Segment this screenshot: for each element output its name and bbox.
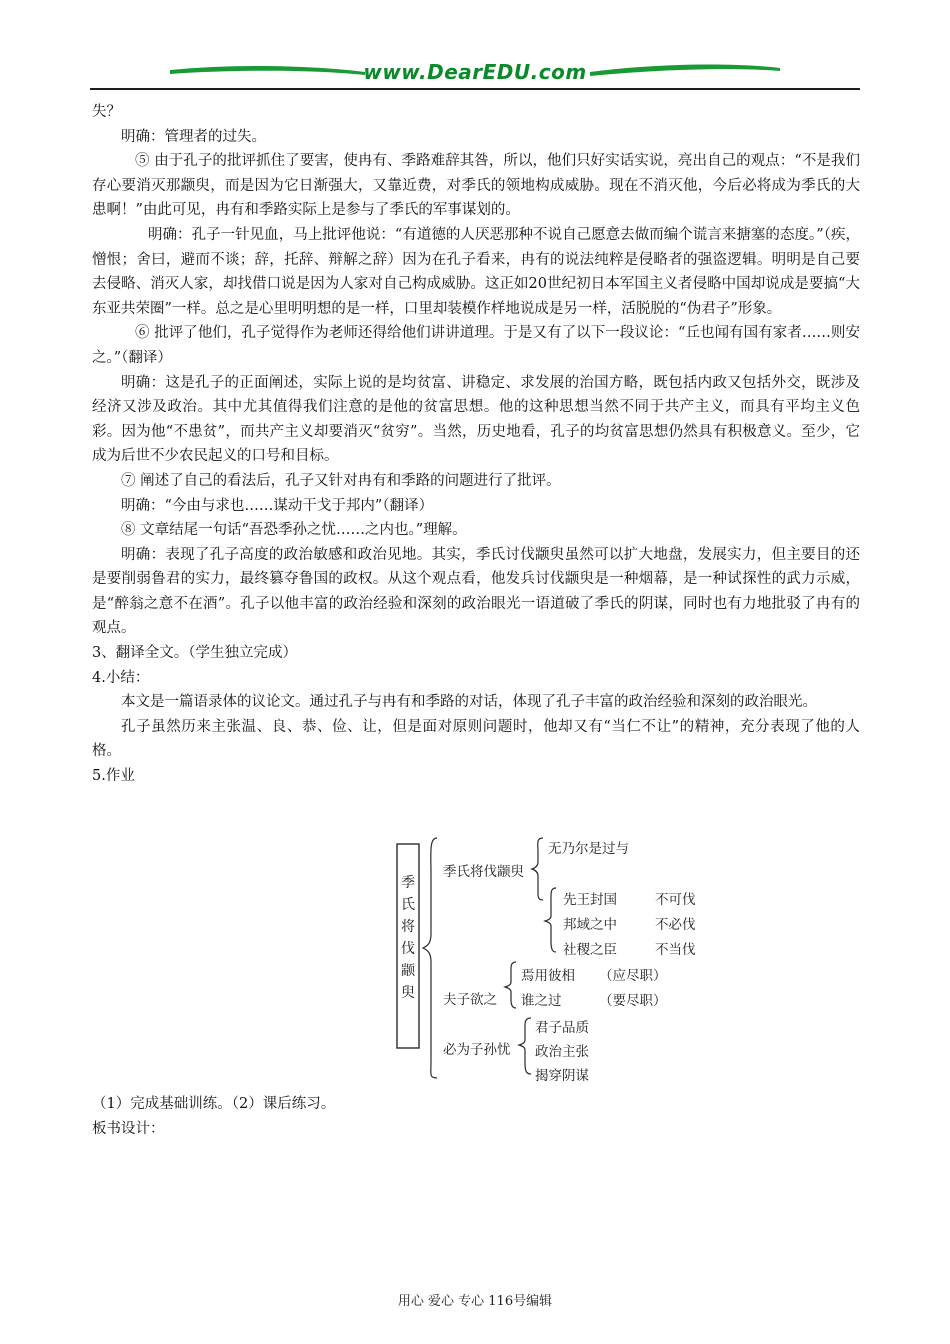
paragraph: 明确：表现了孔子高度的政治敏感和政治见地。其实，季氏讨伐颛臾虽然可以扩大地盘，发展实力，但主要目的还是要削弱鲁君的实力，最终篡夺鲁国的政权。从这个观点看，他发兵讨伐颛臾是一种烟幕，是一种试探性的武力示威，是“醉翁之意不在酒”。孔子以他丰富的政治经验和深刻的政治眼光一语道破了季氏的阴谋，同时也有力地批驳了冉有的观点。 (92, 546, 860, 637)
paragraph: ⑤ 由于孔子的批评抓住了要害，使冉有、季路难辞其咎，所以，他们只好实话实说，亮出自己的观点：“不是我们存心要消灭那颛臾，而是因为它日渐强大，又靠近费，对季氏的领地构成威胁。现在不消灭他，今后必将成为季氏的大患啊！”由此可见，冉有和季路实际上是参与了季氏的军事谋划的。 (92, 153, 860, 219)
diagram-node: 不当伐 (655, 942, 696, 958)
diagram-node: 君子品质 (535, 1020, 589, 1036)
diagram-node: 政治主张 (535, 1044, 589, 1060)
paragraph: （1）完成基础训练。（2）课后练习。 (92, 1096, 336, 1112)
diagram-node: 不可伐 (655, 892, 696, 908)
article-body (92, 100, 860, 789)
after-diagram-text (92, 1092, 860, 1141)
section-heading: 4.小结： (92, 669, 150, 686)
section-heading: 5.作业 (92, 768, 135, 785)
header-rule (90, 88, 860, 90)
paragraph: 明确：“今由与求也……谋动干戈于邦内”（翻译） (121, 497, 434, 514)
site-logo-text[interactable]: www.DearEDU.com (363, 60, 587, 84)
paragraph: 失？ (92, 104, 121, 120)
diagram-node: （应尽职） (599, 968, 667, 984)
diagram-node: 揭穿阴谋 (535, 1068, 589, 1084)
section-heading: 3、翻译全文。（学生独立完成） (92, 645, 297, 662)
diagram-node: 无乃尔是过与 (548, 841, 629, 857)
diagram-branch-label: 季氏将伐颛臾 (443, 864, 524, 880)
paragraph: 明确：孔子一针见血，马上批评他说：“有道德的人厌恶那种不说自己愿意去做而编个谎言来搪塞的态度。”（疾，憎恨；舍曰，避而不谈；辞，托辞、辩解之辞）因为在孔子看来，冉有的说法纯粹是侵略者的强盗逻辑。明明是自己要去侵略、消灭人家，却找借口说是因为人家对自己构成威胁。这正如20世纪初日本军国主义者侵略中国却说成是要搞“大东亚共荣圈”一样。总之是心里明明想的是一样，口里却装模作样地说成是另一样，活脱脱的“伪君子”形象。 (92, 226, 860, 317)
diagram-node: 不必伐 (655, 917, 696, 933)
diagram-node: 焉用彼相 (521, 968, 575, 984)
paragraph: 明确：管理者的过失。 (121, 128, 266, 145)
paragraph: 明确：这是孔子的正面阐述，实际上说的是均贫富、讲稳定、求发展的治国方略，既包括内政又包括外交，既涉及经济又涉及政治。其中尤其值得我们注意的是他的贫富思想。他的这种思想当然不同于共产主义，而具有平均主义色彩。因为他“不患贫”，而共产主义却要消灭“贫穷”。当然，历史地看，孔子的均贫富思想仍然具有积极意义。至少，它成为后世不少农民起义的口号和目标。 (92, 374, 860, 465)
diagram-branch-label: 必为子孙忧 (443, 1042, 511, 1058)
blackboard-diagram (393, 834, 705, 1082)
diagram-node: （要尽职） (599, 993, 667, 1009)
page-footer: 用心 爱心 专心 116号编辑 (397, 1294, 553, 1309)
paragraph: 本文是一篇语录体的议论文。通过孔子与冉有和季路的对话，体现了孔子丰富的政治经验和深刻的政治眼光。 (121, 694, 817, 711)
diagram-title: 季 氏 将 伐 颛 臾 (401, 875, 415, 1001)
diagram-node: 先王封国 (563, 892, 617, 908)
diagram-node: 社稷之臣 (563, 942, 617, 958)
paragraph: 孔子虽然历来主张温、良、恭、俭、让，但是面对原则问题时，他却又有“当仁不让”的精神，充分表现了他的人格。 (92, 718, 860, 760)
paragraph: ⑥ 批评了他们，孔子觉得作为老师还得给他们讲讲道理。于是又有了以下一段议论：“丘也闻有国有家者……则安之。”（翻译） (92, 325, 860, 366)
diagram-node: 谁之过 (521, 993, 562, 1009)
site-header (90, 58, 860, 90)
paragraph: 板书设计： (92, 1120, 165, 1137)
diagram-node: 邦域之中 (563, 917, 617, 933)
diagram-branch-label: 夫子欲之 (443, 992, 497, 1008)
paragraph: ⑦ 阐述了自己的看法后，孔子又针对冉有和季路的问题进行了批评。 (121, 472, 561, 489)
paragraph: ⑧ 文章结尾一句话“吾恐季孙之忧……之内也。”理解。 (121, 522, 467, 539)
